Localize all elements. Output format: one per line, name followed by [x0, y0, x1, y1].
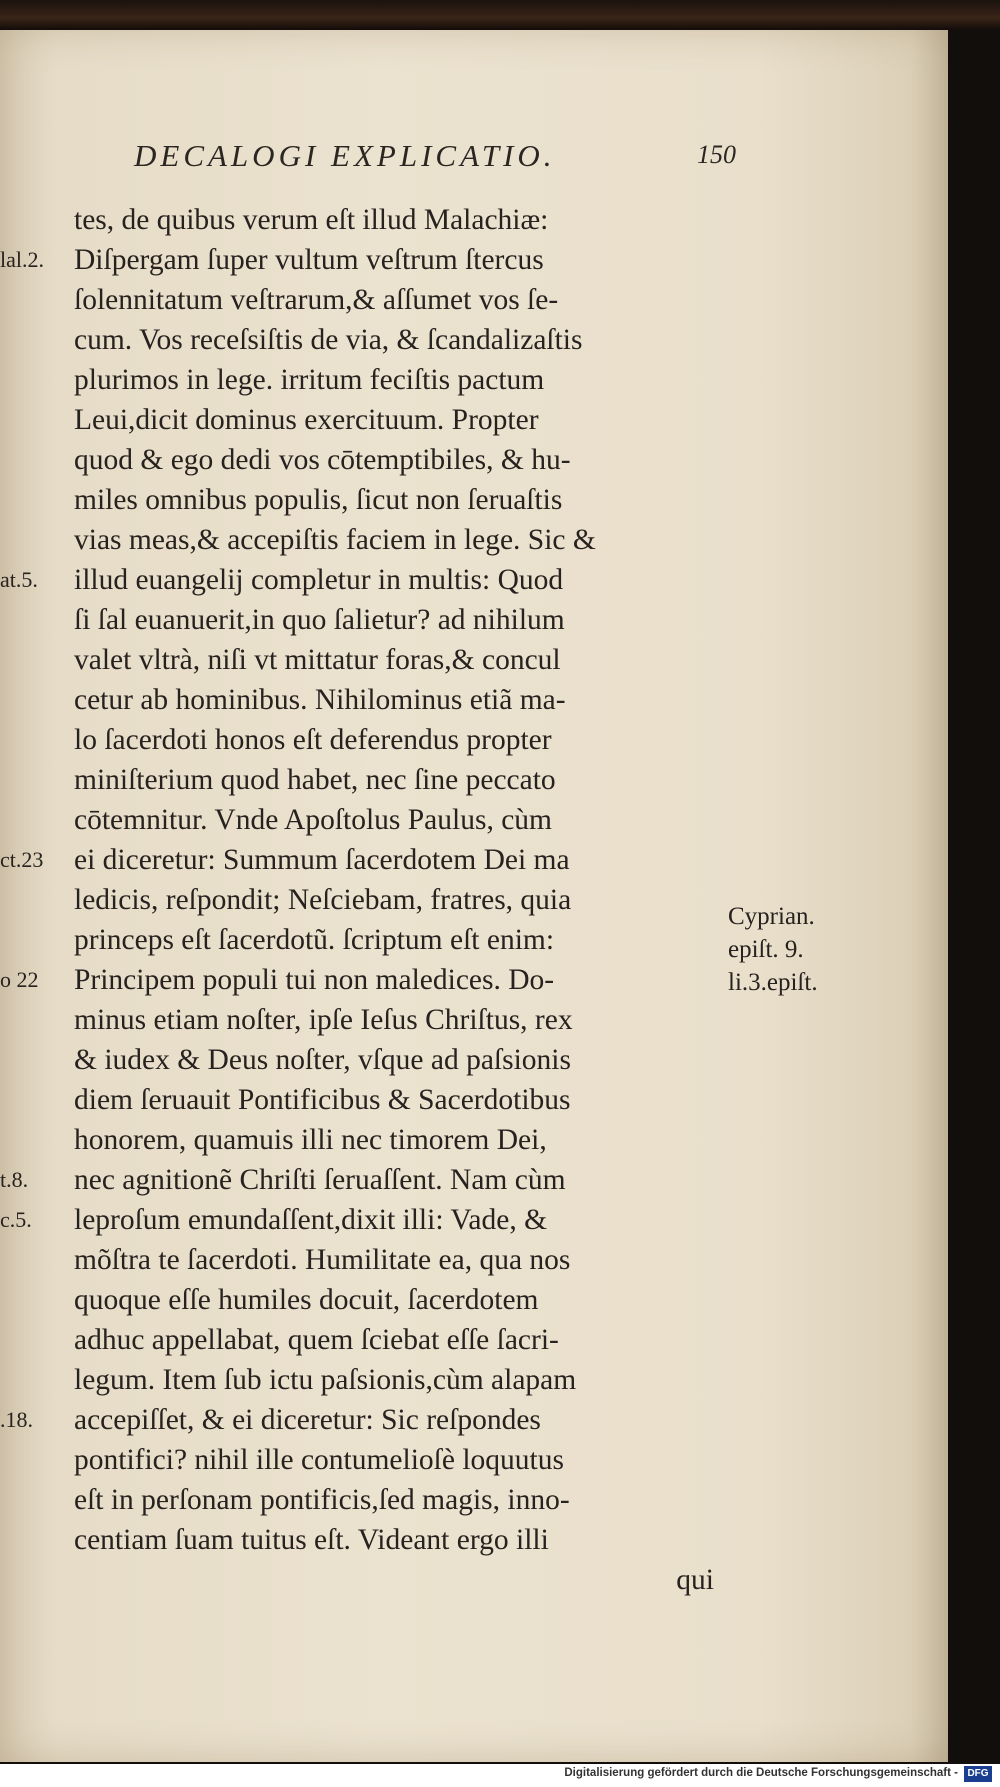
text-line: illud euangelij completur in multis: Quod — [74, 564, 564, 596]
book-page — [0, 28, 948, 1762]
text-line: cetur ab hominibus. Nihilominus etiã ma- — [74, 684, 566, 716]
text-line: accepiſſet, & ei diceretur: Sic reſpondes — [74, 1404, 541, 1436]
text-line: nec agnitionẽ Chriſti ſeruaſſent. Nam cùm — [74, 1164, 566, 1196]
page-header — [0, 138, 948, 178]
text-line: tes, de quibus verum eſt illud Malachiæ: — [74, 204, 549, 236]
text-line: legum. Item ſub ictu paſsionis,cùm alapam — [74, 1364, 577, 1396]
margin-note: c.5. — [0, 1207, 32, 1232]
text-line: & iudex & Deus noſter, vſque ad paſsionis — [74, 1044, 571, 1076]
book-top-edge — [0, 0, 1000, 30]
text-line: ſolennitatum veſtrarum,& aſſumet vos ſe- — [74, 284, 559, 316]
text-line: lo ſacerdoti honos eſt deferendus propter — [74, 724, 552, 756]
text-line: quoque eſſe humiles docuit, ſacerdotem — [74, 1284, 539, 1316]
margin-note: ct.23 — [0, 847, 44, 872]
text-line: centiam ſuam tuitus eſt. Videant ergo illi — [74, 1524, 549, 1556]
margin-note: at.5. — [0, 567, 38, 592]
text-line: leproſum emundaſſent,dixit illi: Vade, & — [74, 1204, 548, 1236]
text-line: adhuc appellabat, quem ſciebat eſſe ſacri- — [74, 1324, 559, 1356]
text-line: ledicis, reſpondit; Neſciebam, fratres, quia — [74, 884, 572, 916]
text-line: ei diceretur: Summum ſacerdotem Dei ma — [74, 844, 570, 876]
footer-bar — [0, 1764, 1000, 1787]
text-line: valet vltrà, niſi vt mittatur foras,& concul — [74, 644, 561, 676]
text-line: minus etiam noſter, ipſe Ieſus Chriſtus, rex — [74, 1004, 573, 1036]
text-line: ſi ſal euanuerit,in quo ſalietur? ad nihilum — [74, 604, 565, 636]
text-line: plurimos in lege. irritum feciſtis pactum — [74, 364, 545, 396]
dfg-logo: DFG — [964, 1766, 992, 1782]
text-line: honorem, quamuis illi nec timorem Dei, — [74, 1124, 547, 1156]
margin-note: t.8. — [0, 1167, 29, 1192]
text-line: mõſtra te ſacerdoti. Humilitate ea, qua nos — [74, 1244, 571, 1276]
margin-note: o 22 — [0, 967, 39, 992]
text-line: diem ſeruauit Pontificibus & Sacerdotibus — [74, 1084, 571, 1116]
margin-ref-line: li.3.epiſt. — [728, 969, 818, 996]
text-line: eſt in perſonam pontificis,ſed magis, inno- — [74, 1484, 570, 1516]
text-line: cōtemnitur. Vnde Apoſtolus Paulus, cùm — [74, 804, 552, 836]
text-line: cum. Vos receſsiſtis de via, & ſcandalizaſtis — [74, 324, 583, 356]
funding-credit: Digitalisierung gefördert durch die Deutsche Forschungsgemeinschaft - — [564, 1767, 958, 1779]
text-line: vias meas,& accepiſtis faciem in lege. Sic & — [74, 524, 596, 556]
text-line: princeps eſt ſacerdotũ. ſcriptum eſt enim: — [74, 924, 555, 956]
body-text — [74, 200, 754, 1600]
margin-ref-line: Cyprian. — [728, 903, 815, 930]
text-line: miles omnibus populis, ſicut non ſeruaſtis — [74, 484, 563, 516]
margin-ref-line: epiſt. 9. — [728, 936, 804, 963]
text-line: Diſpergam ſuper vultum veſtrum ſtercus — [74, 244, 544, 276]
margin-note: .18. — [0, 1407, 33, 1432]
catchword: qui — [676, 1564, 714, 1596]
text-line: Leui,dicit dominus exercituum. Propter — [74, 404, 539, 436]
margin-note: lal.2. — [0, 247, 44, 272]
text-line: miniſterium quod habet, nec ſine peccato — [74, 764, 556, 796]
page-number: 150 — [697, 140, 736, 169]
running-title: DECALOGI EXPLICATIO. — [134, 138, 556, 173]
text-line: pontifici? nihil ille contumelioſè loquutus — [74, 1444, 564, 1476]
text-line: quod & ego dedi vos cōtemptibiles, & hu- — [74, 444, 571, 476]
text-line: Principem populi tui non maledices. Do- — [74, 964, 555, 996]
right-margin-reference — [728, 900, 868, 999]
